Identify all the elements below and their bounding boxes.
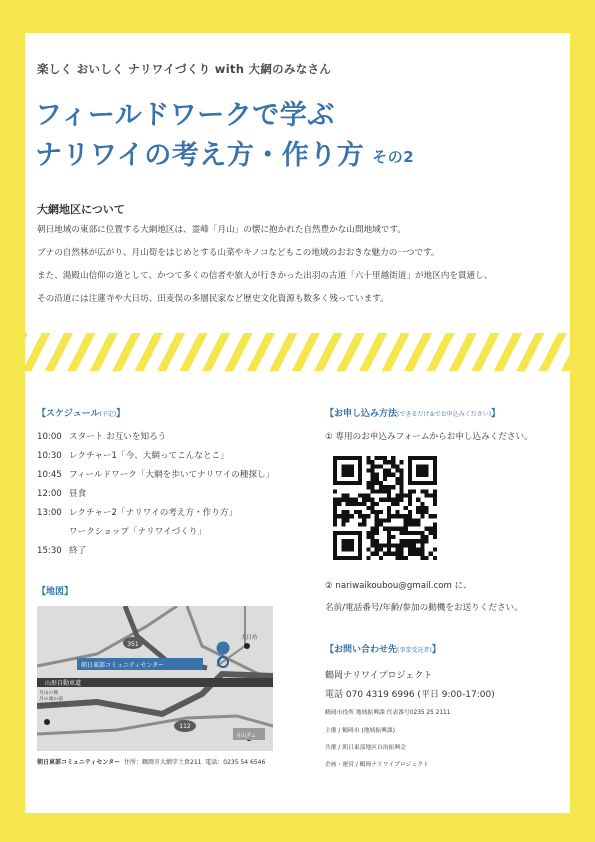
- about-line-3: また、湯殿山信仰の道として、かつて多くの信者や旅人が行きかった出羽の古道「六十里越街道」が地区内を貫通し、: [37, 271, 493, 281]
- schedule-time: 12:00: [37, 489, 62, 499]
- about-heading: 大網地区について: [37, 203, 125, 216]
- schedule-time: 10:00: [37, 432, 62, 442]
- access-map: [37, 606, 273, 751]
- title-line-2: [35, 133, 414, 172]
- schedule-text: フィールドワーク「大網を歩いてナリワイの種探し」: [69, 470, 275, 480]
- co-organizer: 共催 / 朝日東部地区自治振興会: [325, 745, 406, 751]
- map-caption-tel: 電話：0235 54 6546: [205, 759, 266, 766]
- apply-heading-note: (できるだけ①でお申込みください): [397, 411, 492, 418]
- apply-line-2: ② nariwaikoubou@gmail.com に、: [325, 581, 472, 591]
- schedule-text: ワークショップ「ナリワイづくり」: [69, 527, 207, 537]
- schedule-row: [37, 468, 274, 480]
- apply-heading: [325, 406, 500, 419]
- map-heading: 【地図】: [37, 587, 74, 597]
- schedule-time: 13:00: [37, 508, 62, 518]
- dainichibo-label: 大日坊: [241, 635, 258, 641]
- drivein-label-2: 月の歳の湯: [39, 697, 63, 702]
- drivein-label-3: ドライブイン: [39, 703, 68, 708]
- schedule-row: [37, 487, 86, 499]
- map-graphic: [37, 606, 273, 751]
- stripe-divider: [25, 333, 570, 371]
- center-label: 朝日東部コミュニティセンター: [81, 662, 165, 669]
- schedule-heading-text: 【スケジュール: [37, 409, 100, 419]
- apply-heading-text: 【お申し込み方法: [325, 409, 398, 419]
- schedule-time: 10:30: [37, 451, 62, 461]
- contact-heading: [325, 642, 441, 655]
- schedule-heading-close: 】: [116, 409, 126, 419]
- map-road: [237, 716, 273, 726]
- dam-label: 月山ダム: [236, 733, 257, 739]
- qr-code[interactable]: [333, 456, 437, 560]
- schedule-text: レクチャー1「今、大網ってこんなとこ」: [69, 451, 229, 461]
- map-caption: [37, 757, 265, 766]
- organizer: 主催 / 鶴岡市 (地域振興課): [325, 728, 395, 734]
- map-road: [37, 716, 237, 734]
- apply-line-1: ① 専用のお申込みフォームからお申し込みください。: [325, 432, 533, 442]
- title-line-2-text: ナリワイの考え方・作り方: [35, 140, 365, 171]
- tagline: 楽しく おいしく ナリワイづくり with 大網のみなさん: [37, 62, 332, 76]
- title-suffix: その2: [372, 148, 415, 166]
- schedule-row: [37, 449, 229, 461]
- schedule-heading-note: (予定): [99, 411, 117, 418]
- schedule-text: スタート お互いを知ろう: [69, 432, 167, 442]
- schedule-time: 15:30: [37, 546, 62, 556]
- contact-tel: 電話 070 4319 6996 (平日 9:00-17:00): [325, 690, 495, 700]
- about-line-4: その沿道には注蓮寺や大日坊、田麦俣の多層民家など歴史文化資源も数多く残っています。: [37, 294, 389, 304]
- map-caption-address: 住所：鶴岡市大網字土倉211: [124, 759, 202, 766]
- route-112-label: 112: [179, 723, 191, 730]
- dainichibo-dot: [244, 643, 250, 649]
- contact-name: 鶴岡ナリワイプロジェクト: [325, 671, 433, 681]
- map-caption-name: 朝日東部コミュニティセンター: [37, 759, 121, 766]
- contact-heading-close: 】: [431, 645, 441, 655]
- schedule-row: [37, 544, 86, 556]
- drivein-dot: [44, 719, 50, 725]
- contact-office: 鶴岡市役所 地域振興課 代表番号0235 25 2111: [325, 710, 451, 716]
- apply-heading-close: 】: [491, 409, 501, 419]
- planning: 企画・運営 / 鶴岡ナリワイプロジェクト: [325, 762, 429, 768]
- route-351-label: 351: [127, 641, 139, 648]
- schedule-row: [37, 506, 237, 518]
- schedule-row: [37, 430, 166, 442]
- schedule-text: 終了: [69, 546, 87, 556]
- title-line-1: フィールドワークで学ぶ: [35, 100, 335, 131]
- contact-heading-note: (事業受託者): [397, 647, 432, 654]
- schedule-time: 10:45: [37, 470, 62, 480]
- drivein-label-1: 月山の熊: [39, 691, 59, 696]
- schedule-heading: [37, 406, 125, 419]
- about-line-1: 朝日地域の東部に位置する大網地区は、霊峰「月山」の懐に抱かれた自然豊かな山間地域です。: [37, 225, 406, 235]
- schedule-text: レクチャー2「ナリワイの考え方・作り方」: [69, 508, 238, 518]
- map-road: [37, 606, 177, 666]
- expressway-label: 山形自動車道: [45, 680, 82, 687]
- apply-line-3: 名前/電話番号/年齢/参加の動機をお送りください。: [325, 603, 523, 613]
- flyer-page: [25, 33, 570, 813]
- about-line-2: ブナの自然林が広がり、月山筍をはじめとする山菜やキノコなどもこの地域のおおきな魅力の一つです。: [37, 248, 440, 258]
- schedule-row: [37, 525, 206, 537]
- schedule-text: 昼食: [69, 489, 87, 499]
- contact-heading-text: 【お問い合わせ先: [325, 645, 398, 655]
